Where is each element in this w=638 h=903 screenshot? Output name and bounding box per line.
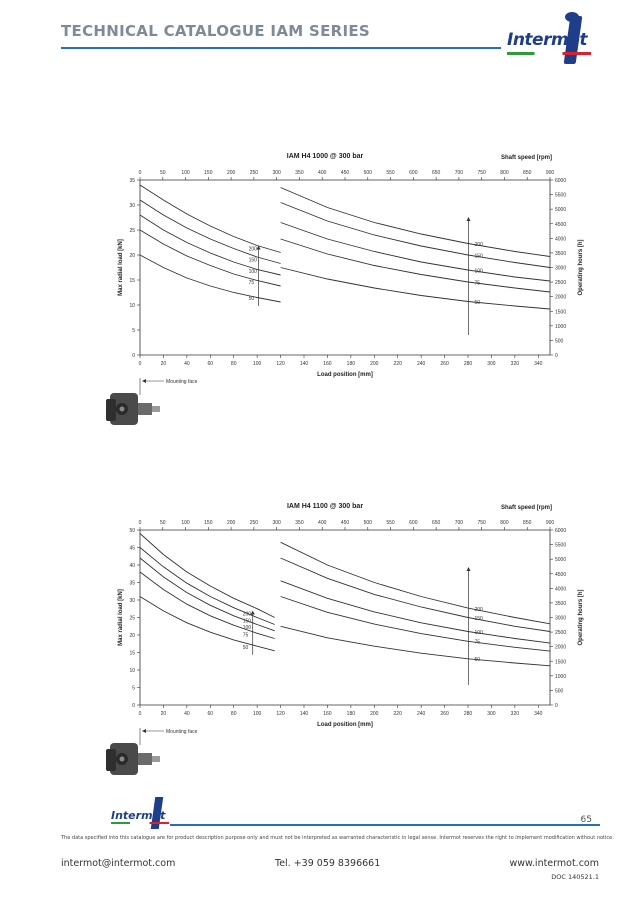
chart-2 [100,495,584,795]
footer-rule [170,824,600,826]
x-tick-label: 20 [160,711,167,717]
motor-icon [102,735,162,785]
series-label-right: 150 [474,253,483,260]
series-curve-150-left [140,200,281,264]
top-tick-label: 500 [363,520,372,526]
top-tick-label: 600 [409,520,418,526]
right-tick-label: 4500 [555,571,567,578]
logo-dot [565,12,579,22]
top-tick-label: 400 [318,170,327,176]
top-tick-label: 400 [318,520,327,526]
top-tick-label: 0 [138,170,142,176]
top-tick-label: 250 [249,170,259,176]
top-tick-label: 550 [386,520,395,526]
x-tick-label: 160 [323,361,332,367]
series-label-left: 75 [242,632,249,639]
intermot-logo [505,16,605,66]
series-curve-100-right [281,581,550,643]
right-axis-label: Operating hours [h] [578,589,584,646]
series-label-right: 75 [474,280,481,287]
right-tick-label: 2500 [555,280,567,287]
header-rule [61,47,501,49]
x-tick-label: 220 [393,711,402,717]
x-tick-label: 320 [510,711,520,717]
right-tick-label: 5000 [555,557,567,564]
mounting-face-arrow-head [142,729,146,733]
right-tick-label: 1000 [555,323,567,330]
top-tick-label: 150 [204,520,213,526]
trend-arrow-right-head [467,567,471,571]
top-tick-label: 50 [159,170,166,176]
y-tick-label: 40 [129,563,135,569]
x-tick-label: 320 [510,361,520,367]
y-tick-label: 15 [129,278,135,284]
y-axis-label: Max radial load [kN] [118,589,124,646]
right-tick-label: 4000 [555,586,567,593]
x-tick-label: 180 [346,361,356,367]
top-tick-label: 650 [431,170,441,176]
y-tick-label: 20 [129,253,135,259]
x-tick-label: 120 [276,361,285,367]
series-label-right: 200 [474,242,483,249]
series-curve-150-right [281,203,550,268]
series-curve-50-left [140,255,281,302]
right-tick-label: 5500 [555,542,567,549]
right-tick-label: 2500 [555,630,567,637]
logo-flag-bar [507,52,591,55]
series-label-left: 50 [248,296,255,302]
right-tick-label: 2000 [555,644,567,651]
top-tick-label: 250 [249,520,259,526]
y-tick-label: 10 [129,303,135,309]
top-tick-label: 150 [204,170,213,176]
right-tick-label: 5000 [555,207,567,214]
right-tick-label: 1500 [555,659,567,666]
top-tick-label: 100 [181,520,190,526]
right-tick-label: 3500 [555,600,567,607]
y-tick-label: 15 [129,650,135,657]
x-tick-label: 240 [416,711,426,717]
x-tick-label: 120 [276,711,285,717]
x-tick-label: 260 [440,711,449,717]
series-label-right: 100 [474,630,483,637]
x-tick-label: 40 [184,361,190,367]
x-axis-label: Load position [mm] [317,372,373,378]
right-tick-label: 500 [555,338,564,345]
y-tick-label: 45 [129,545,135,552]
x-tick-label: 80 [230,711,237,717]
y-tick-label: 35 [129,178,135,184]
x-tick-label: 200 [370,361,379,367]
y-tick-label: 5 [132,685,135,692]
series-curve-200-right [281,542,550,624]
top-tick-label: 100 [181,170,190,176]
series-label-right: 50 [474,299,481,306]
x-tick-label: 300 [487,711,496,717]
series-label-right: 100 [474,268,483,275]
top-tick-label: 800 [500,520,509,526]
y-tick-label: 30 [129,598,135,604]
x-tick-label: 160 [323,711,332,717]
top-tick-label: 650 [431,520,441,526]
top-tick-label: 0 [138,520,142,526]
top-tick-label: 500 [363,170,372,176]
right-tick-label: 1000 [555,673,567,680]
top-tick-label: 750 [477,170,486,176]
mounting-face-label: Mounting face [166,379,198,385]
right-tick-label: 3500 [555,250,567,257]
x-tick-label: 40 [184,711,190,717]
right-tick-label: 5500 [555,192,567,199]
top-tick-label: 850 [523,520,532,526]
x-tick-label: 220 [393,361,402,367]
y-tick-label: 5 [132,328,135,334]
footer-logo [105,805,185,835]
y-tick-label: 25 [129,228,135,234]
right-tick-label: 4500 [555,221,567,228]
top-axis-label: Shaft speed [rpm] [500,155,552,161]
series-curve-75-right [281,239,550,292]
x-tick-label: 200 [370,711,379,717]
top-tick-label: 200 [226,170,236,176]
x-tick-label: 100 [252,361,262,367]
series-label-right: 150 [474,616,483,623]
x-tick-label: 340 [534,711,543,717]
right-tick-label: 6000 [555,178,567,184]
top-tick-label: 850 [523,170,532,176]
series-label-right: 75 [474,639,481,646]
series-label-left: 50 [242,644,249,651]
motor-icon [102,385,162,435]
top-tick-label: 800 [500,170,509,176]
top-tick-label: 750 [477,520,486,526]
series-curve-200-left [140,534,275,618]
top-tick-label: 450 [340,520,350,526]
x-tick-label: 340 [534,361,543,367]
right-tick-label: 0 [555,703,558,709]
x-tick-label: 300 [487,361,496,367]
x-tick-label: 280 [463,711,473,717]
top-axis-label: Shaft speed [rpm] [500,505,552,511]
right-tick-label: 4000 [555,236,567,243]
website-link[interactable]: www.intermot.com [509,858,599,869]
y-tick-label: 30 [129,203,135,209]
logo-text: Intermot [507,30,587,50]
top-tick-label: 600 [409,170,418,176]
x-tick-label: 60 [207,711,214,717]
series-label-left: 200 [248,246,257,253]
right-tick-label: 3000 [555,615,567,622]
trend-arrow-right-head [467,217,471,221]
mounting-face-label: Mounting face [166,729,198,735]
y-axis-label: Max radial load [kN] [118,239,124,296]
x-tick-label: 240 [416,361,426,367]
top-tick-label: 300 [272,170,281,176]
series-curve-200-right [281,188,550,257]
x-tick-label: 260 [440,361,449,367]
y-tick-label: 50 [129,528,135,534]
phone-number: Tel. +39 059 8396661 [275,858,381,869]
right-tick-label: 0 [555,353,558,359]
series-curve-75-left [140,572,275,639]
chart-title: IAM H4 1100 @ 300 bar [286,503,364,510]
top-tick-label: 700 [454,170,464,176]
top-tick-label: 450 [340,170,350,176]
x-tick-label: 180 [346,711,356,717]
disclaimer: The data specified into this catalogue are for product description purpose only and must not be interpreted as warranted characteristic in legal sense. Intermot reserves the right to implement modification without notice. [61,835,614,841]
mounting-face-arrow-head [142,379,146,383]
top-tick-label: 200 [226,520,236,526]
series-curve-150-left [140,548,275,625]
x-tick-label: 280 [463,361,473,367]
series-label-left: 150 [248,257,257,264]
right-tick-label: 1500 [555,309,567,316]
x-tick-label: 80 [230,361,237,367]
x-tick-label: 140 [299,361,309,367]
top-tick-label: 50 [159,520,166,526]
top-tick-label: 900 [545,520,555,526]
series-label-left: 150 [242,618,252,625]
series-label-left: 75 [248,280,255,286]
doc-code: DOC 140521.1 [551,873,599,881]
header-title: TECHNICAL CATALOGUE IAM SERIES [61,22,371,40]
x-tick-label: 60 [207,361,214,367]
x-tick-label: 20 [160,361,167,367]
series-label-right: 50 [474,657,481,664]
y-tick-label: 0 [132,353,135,359]
chart-2-svg [100,495,584,795]
top-tick-label: 350 [295,520,304,526]
chart-title: IAM H4 1000 @ 300 bar [286,153,364,160]
top-tick-label: 300 [272,520,281,526]
x-tick-label: 100 [252,711,262,717]
right-tick-label: 3000 [555,265,567,272]
trend-arrow-left-head [251,611,255,615]
x-tick-label: 0 [138,711,142,717]
chart-1 [100,145,584,445]
right-axis-label: Operating hours [h] [578,239,584,296]
series-label-left: 100 [248,269,257,275]
series-label-right: 200 [474,606,483,613]
top-tick-label: 350 [295,170,304,176]
right-tick-label: 500 [555,688,564,695]
chart-1-svg [100,145,584,445]
y-tick-label: 10 [129,668,135,674]
x-tick-label: 140 [299,711,309,717]
y-tick-label: 35 [129,580,135,587]
footer-logo-text: Intermot [111,809,166,822]
top-tick-label: 900 [545,170,555,176]
x-tick-label: 0 [138,361,142,367]
series-label-left: 200 [242,611,252,618]
x-axis-label: Load position [mm] [317,722,373,728]
page-number: 65 [580,815,592,825]
email-link[interactable]: intermot@intermot.com [61,858,176,869]
y-tick-label: 0 [132,703,135,709]
right-tick-label: 2000 [555,294,567,301]
y-tick-label: 20 [129,633,135,639]
top-tick-label: 550 [386,170,395,176]
series-label-left: 100 [242,624,252,631]
logo-flag-bar [111,822,169,824]
series-curve-75-right [281,597,550,652]
y-tick-label: 25 [129,615,135,622]
right-tick-label: 6000 [555,528,567,534]
top-tick-label: 700 [454,520,464,526]
